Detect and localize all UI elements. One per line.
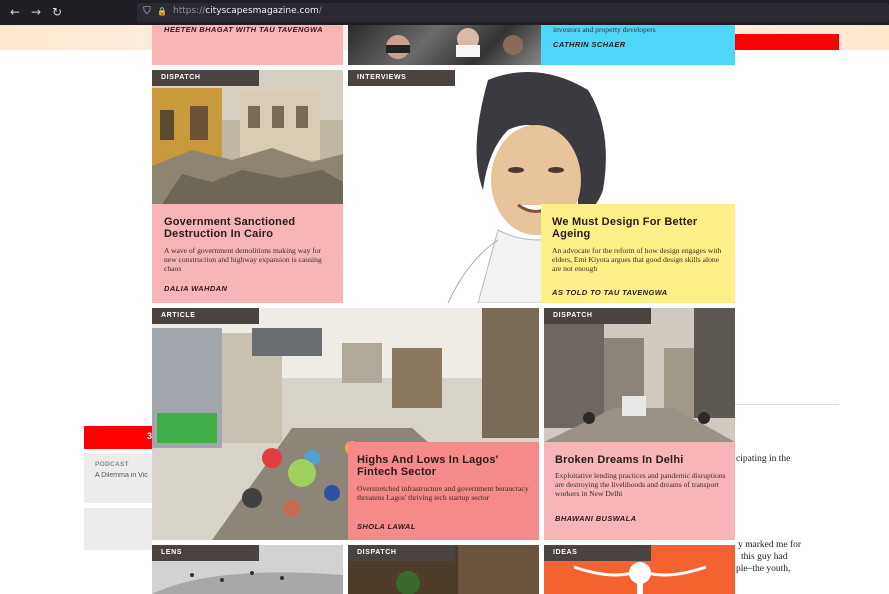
category-tag[interactable]: DISPATCH xyxy=(348,545,455,561)
url-text[interactable]: https://cityscapesmagazine.com/ xyxy=(173,6,322,16)
card-title[interactable]: Government Sanctioned Destruction In Cairo xyxy=(164,216,296,240)
card-author: CATHRIN SCHAER xyxy=(553,40,626,49)
lagos-text-box[interactable] xyxy=(348,442,539,540)
card-author[interactable]: SHOLA LAWAL xyxy=(357,522,416,531)
body-text-line: this guy had xyxy=(741,552,788,562)
card-title[interactable]: Broken Dreams In Delhi xyxy=(555,454,684,466)
card-title[interactable]: We Must Design For Better Ageing xyxy=(552,216,698,240)
podcast-label: PODCAST xyxy=(95,461,129,468)
header-red-bar xyxy=(735,34,839,50)
forward-arrow-icon[interactable]: → xyxy=(30,5,42,19)
article-card-dispatch-bottom[interactable] xyxy=(348,545,539,594)
delhi-street-photo xyxy=(544,308,735,442)
crowd-photo xyxy=(348,25,541,65)
back-arrow-icon[interactable]: ← xyxy=(9,5,21,19)
card-author[interactable]: DALIA WAHDAN xyxy=(164,284,228,293)
body-text-line: ple–the youth, xyxy=(736,564,791,574)
ageing-text-box[interactable] xyxy=(541,204,735,303)
article-card-lens[interactable] xyxy=(152,545,343,594)
card-description: investors and property developers xyxy=(553,25,656,34)
podcast-title[interactable]: A Dilemma in Vic xyxy=(95,472,148,479)
category-tag[interactable]: LENS xyxy=(152,545,259,561)
article-card-delhi[interactable] xyxy=(544,308,735,540)
card-author[interactable]: BHAWANI BUSWALA xyxy=(555,514,637,523)
article-card-lagos[interactable] xyxy=(152,308,539,540)
lock-icon[interactable]: 🔒 xyxy=(157,7,167,16)
reload-icon[interactable]: ↻ xyxy=(51,5,63,19)
body-text-line: cipating in the xyxy=(736,454,791,464)
article-card-cairo[interactable] xyxy=(152,70,343,303)
body-text-line: y marked me for xyxy=(738,540,802,550)
sidebar-red-bar: 3 xyxy=(84,426,152,449)
sidebar-card[interactable] xyxy=(84,508,152,550)
divider xyxy=(735,404,839,405)
card-description: A wave of government demolitions making way for new construction and highway expansion is causing chaos xyxy=(164,246,322,273)
article-card-top-right[interactable] xyxy=(541,25,735,65)
address-bar[interactable] xyxy=(137,3,889,22)
article-image-crowd[interactable] xyxy=(348,25,541,65)
article-card-ageing[interactable] xyxy=(348,70,735,303)
card-description: An advocate for the reform of how design engages with elders, Emi Kiyota argues that good design skills alone are not enough xyxy=(552,246,722,273)
card-author: HEETEN BHAGAT WITH TAU TAVENGWA xyxy=(164,25,323,34)
card-description: Exploitative lending practices and pandemic disruptions are destroying the livelihoods and dreams of transport workers in New Delhi xyxy=(555,471,726,498)
category-tag[interactable]: DISPATCH xyxy=(152,70,259,86)
browser-toolbar xyxy=(0,0,889,25)
category-tag[interactable]: IDEAS xyxy=(544,545,651,561)
card-description: Overstretched infrastructure and government beraucracy threatens Lagos' thriving tech startup sector xyxy=(357,484,529,502)
category-tag[interactable]: INTERVIEWS xyxy=(348,70,455,86)
card-author[interactable]: AS TOLD TO TAU TAVENGWA xyxy=(552,288,668,297)
shield-icon[interactable]: ⛉ xyxy=(143,6,151,17)
category-tag[interactable]: DISPATCH xyxy=(544,308,651,324)
cairo-demolition-photo xyxy=(152,70,343,204)
article-card-ideas[interactable] xyxy=(544,545,735,594)
article-card-top-left[interactable] xyxy=(152,25,343,65)
card-title[interactable]: Highs And Lows In Lagos' Fintech Sector xyxy=(357,454,499,478)
category-tag[interactable]: ARTICLE xyxy=(152,308,259,324)
